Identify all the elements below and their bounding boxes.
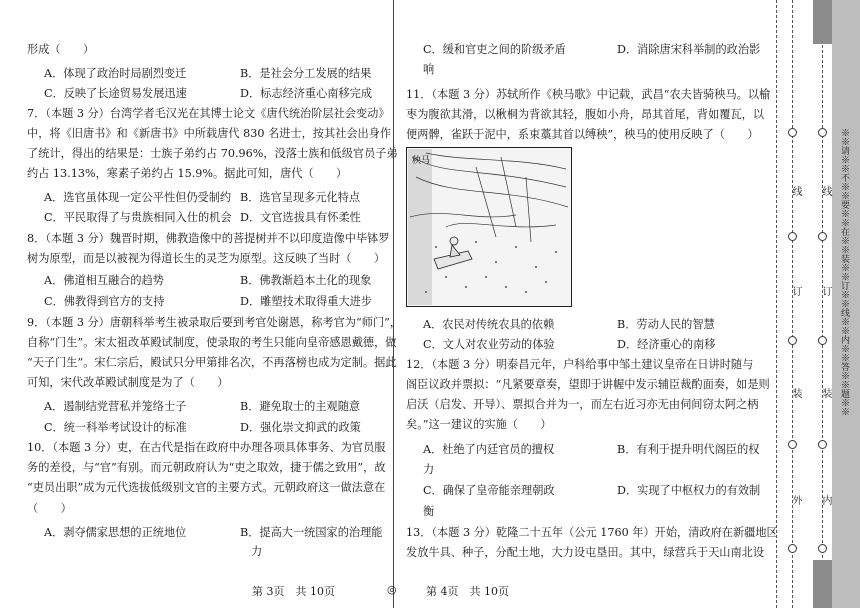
outer-label-xian: 线 (790, 186, 801, 196)
q9-option-c[interactable]: C．统一科举考试设计的标准 (44, 421, 187, 434)
q12-option-d-wrap: 衡 (423, 505, 435, 518)
outer-dashed-line (792, 0, 793, 608)
binding-hole (788, 232, 797, 241)
q11-option-b[interactable]: B．劳动人民的智慧 (617, 318, 715, 331)
q8-option-a[interactable]: A．佛道相互融合的趋势 (44, 274, 164, 287)
binding-bar-top (813, 0, 832, 44)
q7-option-d[interactable]: D．文官选拔具有怀柔性 (240, 211, 361, 224)
q7-stem-line1: 7．（本题 3 分）台湾学者毛汉光在其博士论文《唐代统治阶层社会变动》 (27, 107, 390, 120)
outer-label-wai: 外 (790, 495, 801, 505)
q11-option-a[interactable]: A．农民对传统农具的依赖 (423, 318, 555, 331)
binding-hole (818, 128, 827, 137)
q7-stem-line3: 了统计，得出的结果是：士族子弟约占 70.96%，没落士族和低级官员子弟 (27, 147, 398, 160)
q12-option-b[interactable]: B．有利于提升明代阁臣的权 (617, 443, 760, 456)
binding-hole (788, 544, 797, 553)
binding-hole (818, 544, 827, 553)
q9-option-a[interactable]: A．遏制结党营私并笼络士子 (44, 400, 187, 413)
q10-option-b-wrap: 力 (251, 545, 263, 558)
yangma-illustration (406, 147, 572, 307)
column-divider (393, 0, 394, 608)
q10-option-c[interactable]: C．缓和官吏之间的阶级矛盾 (423, 43, 566, 56)
q11-option-d[interactable]: D．经济重心的南移 (617, 338, 716, 351)
q11-stem-line2: 枣为腹欲其滑，以楸桐为背欲其轻，腹如小舟，昂其首尾，背如覆瓦，以 (406, 108, 765, 121)
inner-label-nei: 内 (820, 495, 831, 505)
q9-stem-line1: 9．（本题 3 分）唐朝科举考生被录取后要到考官处谢恩，称考官为“师门”， (27, 316, 402, 329)
q6-option-a[interactable]: A．体现了政治时局剧烈变迁 (44, 67, 187, 80)
q9-option-b[interactable]: B．避免取士的主观随意 (240, 400, 361, 413)
q9-stem-line3: “天子门生”。宋仁宗后，殿试只分甲第排名次，不再落榜也成为定制。据此 (27, 356, 397, 369)
q10-stem-line4: （ ） (27, 502, 72, 515)
inner-label-zhuang: 装 (820, 388, 831, 398)
q12-stem-line3: 启沃（启发、开导）、票拟合并为一，而左右近习亦无由伺间窃太阿之柄 (406, 398, 759, 411)
binding-hole (818, 336, 827, 345)
q7-option-c[interactable]: C．平民取得了与贵族相同入仕的机会 (44, 211, 232, 224)
q10-stem-line2: 务的差役，与“官”有别。而元朝政府认为“吏之取效，捷于儒之致用”，故 (27, 461, 386, 474)
binding-bar-bottom (813, 560, 832, 608)
q9-stem-line4: 可知，宋代改革殿试制度是为了（ ） (27, 376, 229, 389)
q8-option-d[interactable]: D．雕塑技术取得重大进步 (240, 295, 373, 308)
q12-option-b-wrap: 力 (423, 463, 435, 476)
q11-option-c[interactable]: C．文人对农业劳动的体验 (423, 338, 555, 351)
q7-option-b[interactable]: B．选官呈现多元化特点 (240, 191, 361, 204)
q7-stem-line4: 约占 13.13%，寒素子弟约占 15.9%。据此可知，唐代（ ） (27, 167, 348, 180)
q12-option-c[interactable]: C．确保了皇帝能亲理朝政 (423, 484, 555, 497)
outer-label-ding: 订 (790, 286, 801, 296)
q13-stem-line2: 发放牛具、种子，分配土地，大力设屯垦田。其中，绿营兵于天山南北设 (406, 546, 765, 559)
binding-edge-line (776, 0, 777, 608)
q10-stem-line1: 10．（本题 3 分）吏，在古代是指在政府中办理各项具体事务、为官员服 (27, 441, 386, 454)
binding-hole (788, 128, 797, 137)
q10-option-d[interactable]: D．消除唐宋科举制的政治影 (617, 43, 761, 56)
q8-option-c[interactable]: C．佛教得到官方的支持 (44, 295, 165, 308)
q8-stem-line1: 8．（本题 3 分）魏晋时期，佛教造像中的菩提树并不以印度造像中毕钵罗 (27, 232, 390, 245)
q12-stem-line1: 12．（本题 3 分）明泰昌元年，户科给事中邹土建议皇帝在日讲时随与 (406, 358, 754, 371)
q10-option-d-wrap: 响 (423, 63, 435, 76)
left-page-number: 第 3页 共 10页 (252, 585, 335, 598)
q10-stem-line3: “吏员出职”成为元代选拔低级别文官的主要方式。元朝政府这一做法意在 (27, 481, 386, 494)
q10-option-a[interactable]: A．剥夺儒家思想的正统地位 (44, 526, 187, 539)
center-mark: ◎ (387, 583, 397, 596)
q11-stem-line1: 11．（本题 3 分）苏轼所作《秧马歌》中记载，武昌“农夫皆骑秧马。以榆 (406, 88, 771, 101)
q8-stem-line2: 树为原型，而是以被视为得道长生的灵芝为原型。这反映了当时（ ） (27, 252, 386, 265)
q12-option-d[interactable]: D．实现了中枢权力的有效制 (617, 484, 761, 497)
inner-label-xian: 线 (820, 186, 831, 196)
q6-option-d[interactable]: D．标志经济重心南移完成 (240, 87, 373, 100)
inner-dashed-line (822, 0, 823, 608)
q12-stem-line4: 矣。”这一建议的实施（ ） (406, 418, 552, 431)
q12-stem-line2: 阁臣议政并票拟：“凡紧要章奏，望即于讲幄中发示辅臣裁酌面奏，如是则 (406, 378, 770, 391)
q13-stem-line1: 13．（本题 3 分）乾隆二十五年（公元 1760 年）开始，清政府在新疆地区 (406, 526, 778, 539)
inner-label-ding: 订 (820, 286, 831, 296)
q6-stem-tail: 形成（ ） (27, 43, 95, 56)
binding-hole (788, 336, 797, 345)
q12-option-a[interactable]: A．杜绝了内廷官员的擅权 (423, 443, 555, 456)
binding-hole (818, 232, 827, 241)
outer-label-zhuang: 装 (790, 388, 801, 398)
q7-stem-line2: 中，将《旧唐书》和《新唐书》中所载唐代 830 名进士，按其社会出身作 (27, 127, 392, 140)
illustration-caption: 秧马 (412, 156, 431, 166)
q9-stem-line2: 自称“门生”。宋太祖改革殿试制度，使录取的考生只能向皇帝感恩戴德，做 (27, 336, 397, 349)
binding-hole (788, 440, 797, 449)
binding-warning: ※※请※※不※※要※※在※※装※※订※※线※※内※※答※※题※※ (839, 128, 849, 416)
q11-stem-line3: 便两髀，雀跃于泥中，系束藁其首以缚秧”，秧马的使用反映了（ ） (406, 128, 759, 141)
q6-option-b[interactable]: B．是社会分工发展的结果 (240, 67, 372, 80)
right-page-number: 第 4页 共 10页 (426, 585, 509, 598)
q10-option-b[interactable]: B．提高大一统国家的治理能 (240, 526, 383, 539)
q8-option-b[interactable]: B．佛教渐趋本土化的现象 (240, 274, 372, 287)
q9-option-d[interactable]: D．强化崇文抑武的政策 (240, 421, 361, 434)
q6-option-c[interactable]: C．反映了长途贸易发展迅速 (44, 87, 187, 100)
binding-hole (818, 440, 827, 449)
q7-option-a[interactable]: A．选官虽体现一定公平性但仍受制约 (44, 191, 232, 204)
